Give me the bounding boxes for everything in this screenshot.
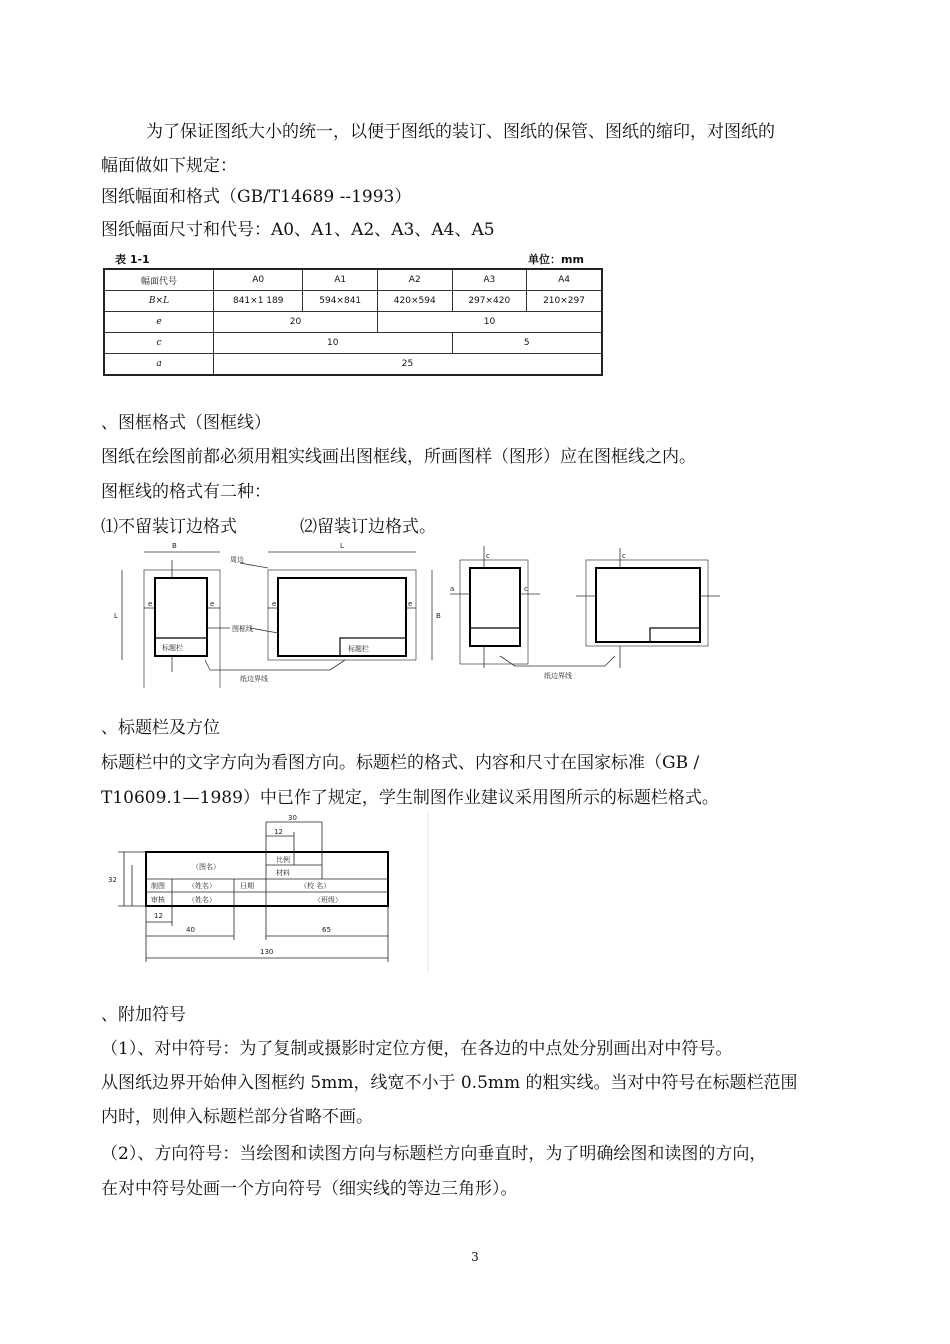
table-unit: 单位：mm xyxy=(528,253,584,266)
table-cell: 420×594 xyxy=(377,291,452,312)
title-block-cell: （姓名） xyxy=(188,896,216,904)
dim-label: a xyxy=(450,585,455,593)
table-cell: a xyxy=(104,354,214,376)
table-cell: 297×420 xyxy=(452,291,527,312)
paragraph-line: 图纸在绘图前都必须用粗实线画出图框线，所画图样（图形）应在图框线之内。 xyxy=(101,447,696,467)
table-cell: A1 xyxy=(303,269,378,291)
paragraph-line: 图框线的格式有二种： xyxy=(101,482,271,502)
title-block-cell: （图名） xyxy=(192,863,220,871)
title-block-cell: 审核 xyxy=(151,896,165,904)
dim-label: 130 xyxy=(260,948,274,956)
callout-label: 周边 xyxy=(230,556,244,564)
table-cell: 594×841 xyxy=(303,291,378,312)
title-block-cell: （班级） xyxy=(314,896,342,904)
dim-label: L xyxy=(340,542,344,550)
dim-label: 32 xyxy=(108,876,117,884)
section-heading: 、图框格式（图框线） xyxy=(101,413,271,433)
dim-label: e xyxy=(272,600,277,608)
dim-label: c xyxy=(486,552,490,560)
dim-label: c xyxy=(622,552,626,560)
table-cell: 5 xyxy=(452,333,602,354)
table-cell: 幅面代号 xyxy=(104,269,214,291)
paragraph-line: T10609.1—1989）中已作了规定，学生制图作业建议采用图所示的标题栏格式。 xyxy=(101,788,719,808)
paragraph-line: 在对中符号处画一个方向符号（细实线的等边三角形）。 xyxy=(101,1179,518,1199)
section-heading: 、标题栏及方位 xyxy=(101,718,220,738)
paragraph-line: 标题栏中的文字方向为看图方向。标题栏的格式、内容和尺寸在国家标准（GB / xyxy=(101,753,700,773)
dim-label: c xyxy=(524,585,528,593)
table-cell: 841×1 189 xyxy=(214,291,303,312)
dim-label: B xyxy=(436,612,441,620)
callout-label: 图框线 xyxy=(232,625,253,633)
paragraph-line: 从图纸边界开始伸入图框约 5mm，线宽不小于 0.5mm 的粗实线。当对中符号在标题栏范围 xyxy=(101,1073,798,1093)
title-block-cell: 制图 xyxy=(151,882,165,890)
callout-label: 标题栏 xyxy=(162,644,183,652)
paper-size-table xyxy=(103,268,603,376)
table-cell: 10 xyxy=(214,333,453,354)
section-heading: 、附加符号 xyxy=(101,1005,186,1025)
table-cell: 20 xyxy=(214,312,378,333)
table-cell: 25 xyxy=(214,354,603,376)
paragraph-line: 内时，则伸入标题栏部分省略不画。 xyxy=(101,1107,373,1127)
option-label: ⑴不留装订边格式 xyxy=(101,517,237,537)
dim-label: 12 xyxy=(274,828,283,836)
paragraph-line: 图纸幅面尺寸和代号：A0、A1、A2、A3、A4、A5 xyxy=(101,220,495,240)
paragraph-line: （1）、对中符号：为了复制或摄影时定位方便，在各边的中点处分别画出对中符号。 xyxy=(101,1039,733,1059)
title-block-figure xyxy=(100,812,440,972)
dim-label: 30 xyxy=(288,814,297,822)
callout-label: 纸边界线 xyxy=(544,672,572,680)
title-block-cell: 比例 xyxy=(276,856,290,864)
paragraph-line: 幅面做如下规定： xyxy=(101,156,237,176)
dim-label: e xyxy=(210,600,215,608)
table-cell: 210×297 xyxy=(527,291,602,312)
title-block-cell: 材料 xyxy=(276,869,290,877)
table-cell: A0 xyxy=(214,269,303,291)
table-row xyxy=(104,333,602,354)
table-cell: c xyxy=(104,333,214,354)
dim-label: 12 xyxy=(154,912,163,920)
table-caption: 表 1-1 xyxy=(115,253,150,266)
table-cell: e xyxy=(104,312,214,333)
paragraph-line: 为了保证图纸大小的统一，以便于图纸的装订、图纸的保管、图纸的缩印，对图纸的 xyxy=(146,122,775,142)
dim-label: 40 xyxy=(186,926,195,934)
table-cell: A3 xyxy=(452,269,527,291)
paragraph-line: （2）、方向符号：当绘图和读图方向与标题栏方向垂直时，为了明确绘图和读图的方向， xyxy=(101,1144,767,1164)
table-cell: A2 xyxy=(377,269,452,291)
callout-label: 纸边界线 xyxy=(240,675,268,683)
dim-label: 65 xyxy=(322,926,331,934)
paragraph-line: 图纸幅面和格式（GB/T14689 --1993） xyxy=(101,187,412,207)
table-row xyxy=(104,354,602,376)
table-row xyxy=(104,291,602,312)
title-block-cell: （校 名） xyxy=(300,882,331,890)
page-number: 3 xyxy=(471,1250,479,1264)
dim-label: B xyxy=(172,542,177,550)
table-cell: A4 xyxy=(527,269,602,291)
dim-label: L xyxy=(114,612,118,620)
dim-label: e xyxy=(408,600,413,608)
callout-label: 标题栏 xyxy=(348,645,369,653)
table-row xyxy=(104,312,602,333)
title-block-cell: 日期 xyxy=(240,882,254,890)
option-label: ⑵留装订边格式。 xyxy=(300,517,436,537)
title-block-cell: （姓名） xyxy=(188,882,216,890)
table-cell: B×L xyxy=(104,291,214,312)
table-row xyxy=(104,269,602,291)
frame-format-figure xyxy=(100,538,740,688)
table-cell: 10 xyxy=(377,312,602,333)
dim-label: e xyxy=(148,600,153,608)
